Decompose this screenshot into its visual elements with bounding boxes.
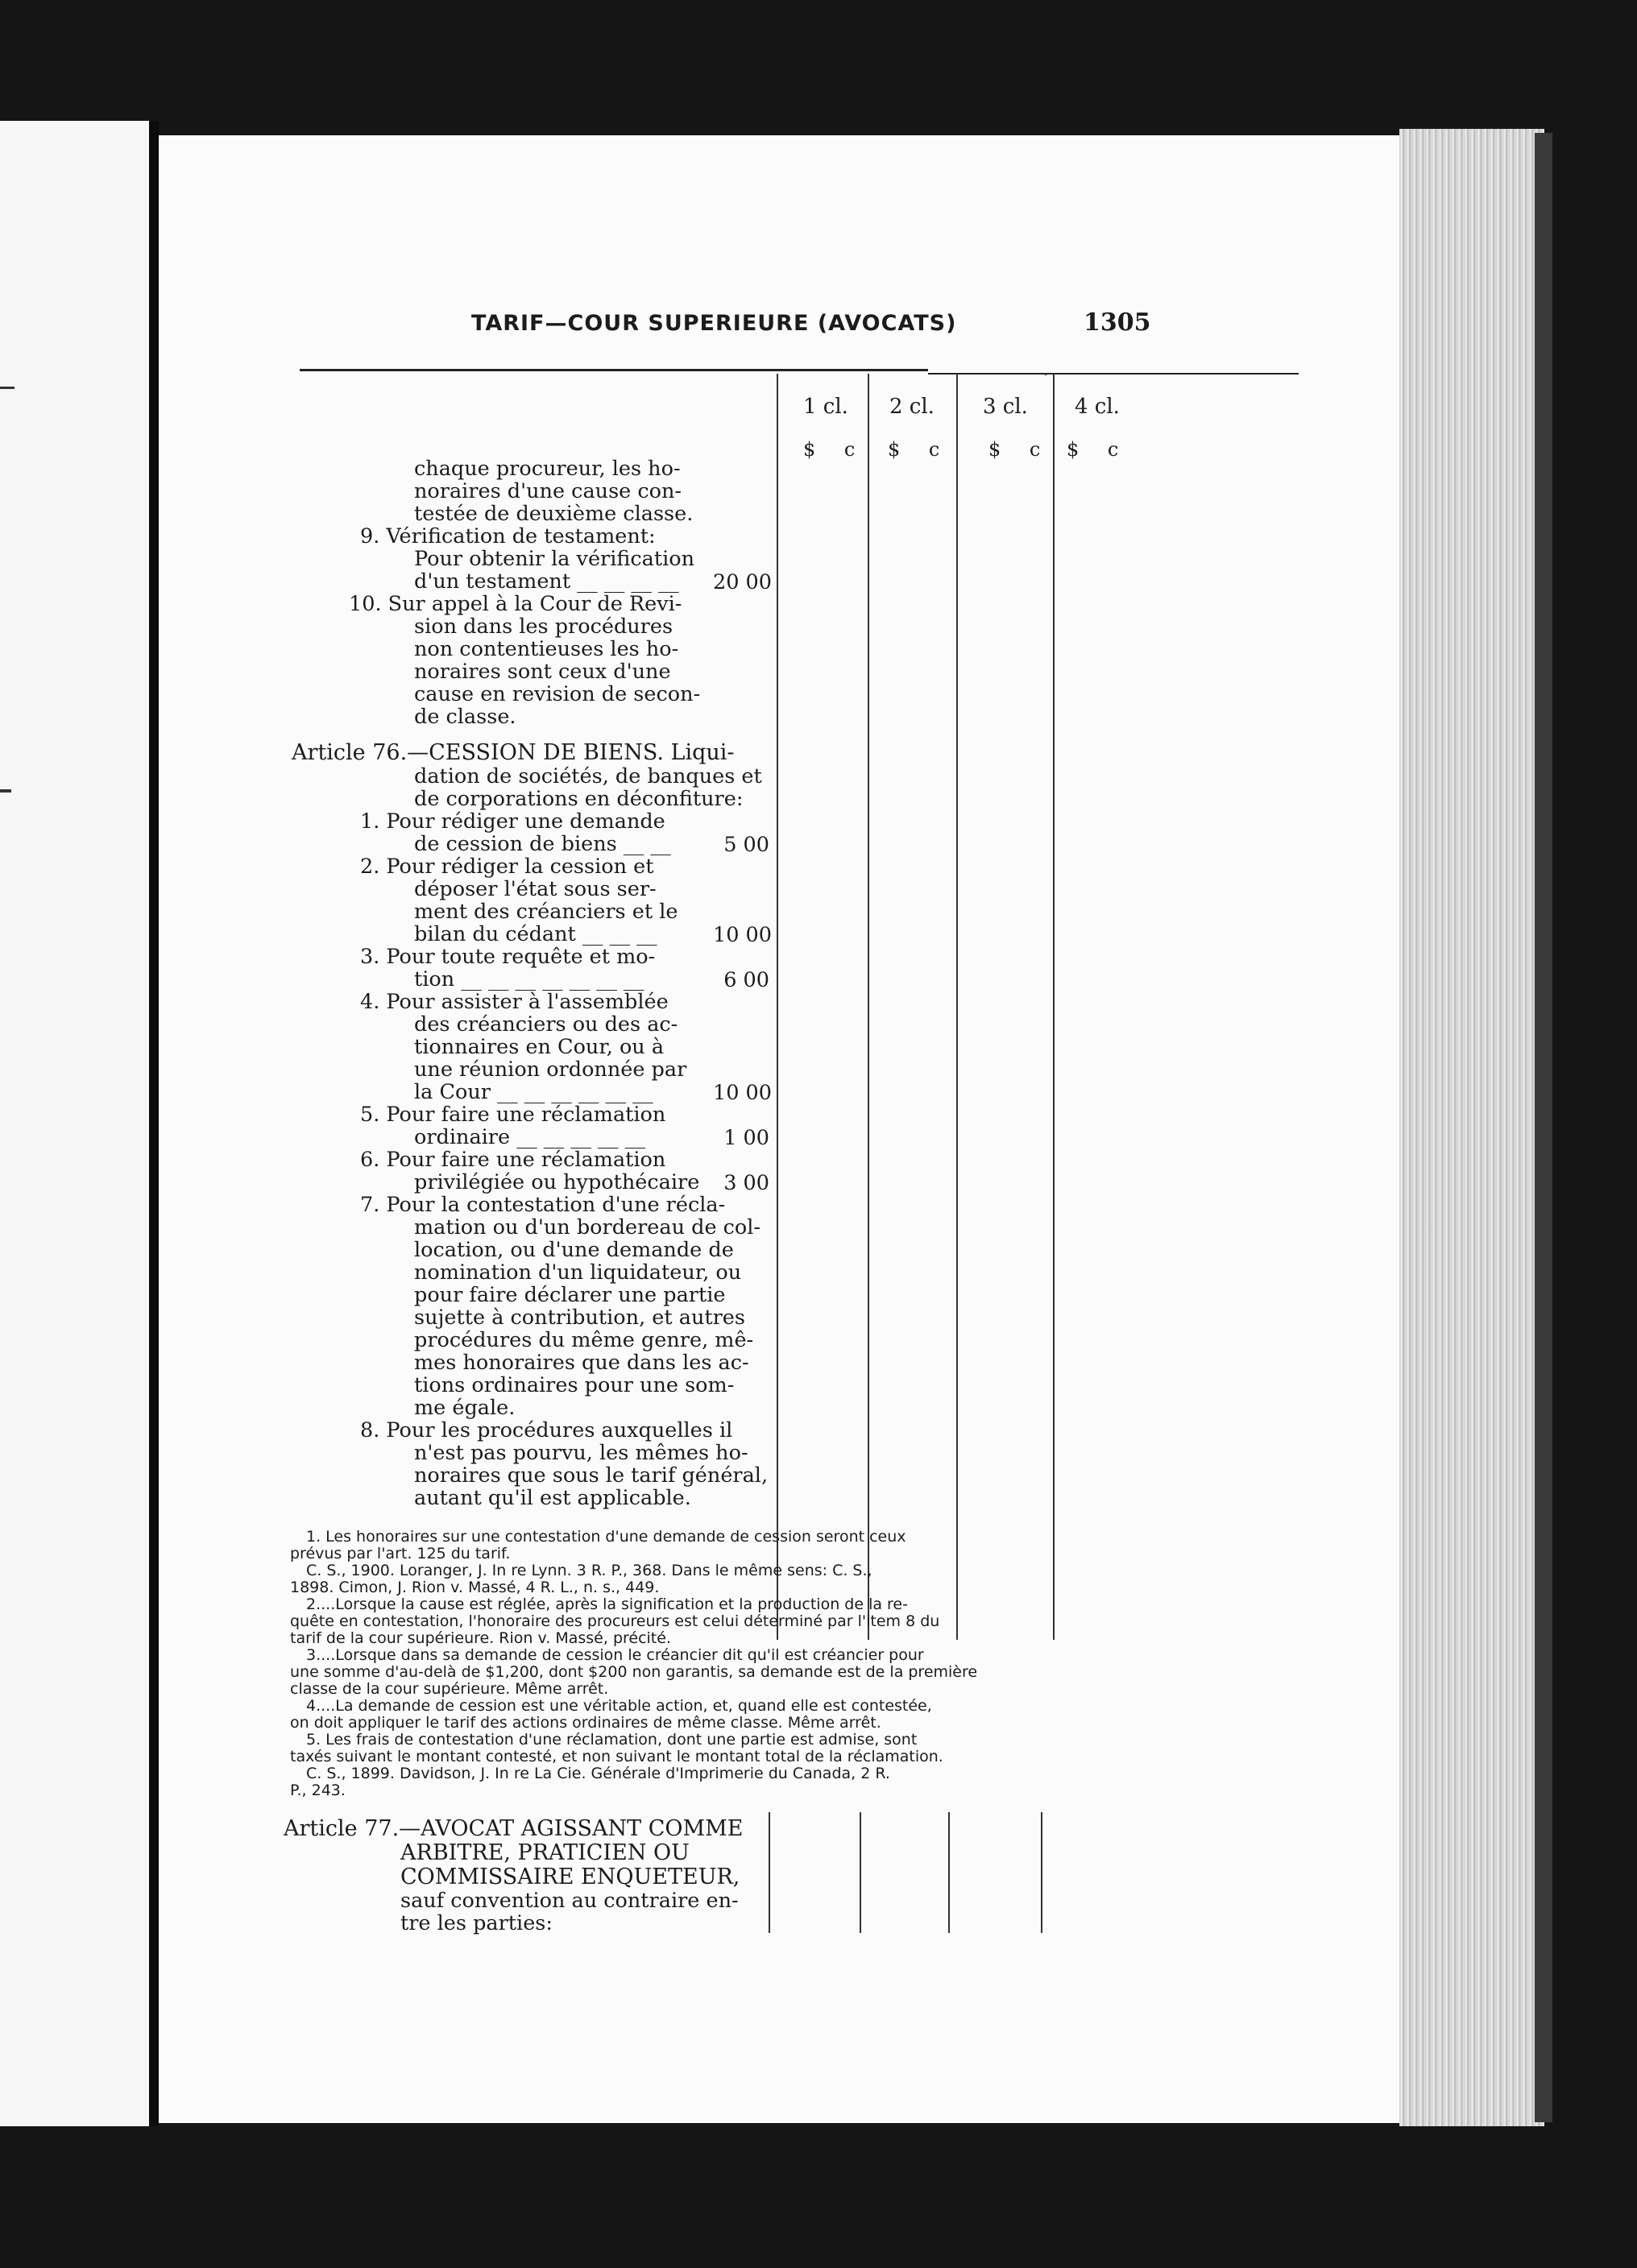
text-line: privilégiée ou hypothécaire <box>414 1170 700 1194</box>
fee-amount: 10 00 <box>713 1081 773 1105</box>
footnote-line: C. S., 1900. Loranger, J. In re Lynn. 3 R. P., 368. Dans le même sens: C. S., <box>306 1562 872 1579</box>
text-line: testée de deuxième classe. <box>414 502 694 526</box>
text-line: tions ordinaires pour une som- <box>414 1373 735 1397</box>
text-line: la Cour __ __ __ __ __ __ <box>414 1080 653 1104</box>
column-rule <box>948 1812 950 1933</box>
column-rule <box>956 374 958 1640</box>
footnote-line: 4....La demande de cession est une véritable action, et, quand elle est contestée, <box>306 1697 932 1715</box>
text-line: non contentieuses les ho- <box>414 637 679 661</box>
article-76-heading: Article 76.—CESSION DE BIENS. Liqui- <box>292 740 735 765</box>
column-units: $ c <box>888 438 951 461</box>
fee-amount: 1 00 <box>723 1126 769 1150</box>
text-line: 6. Pour faire une réclamation <box>360 1148 666 1172</box>
text-line: déposer l'état sous ser- <box>414 877 657 901</box>
footnote-line: 1898. Cimon, J. Rion v. Massé, 4 R. L., n. s., 449. <box>290 1579 660 1596</box>
text-line: 4. Pour assister à l'assemblée <box>360 990 669 1014</box>
footnote-line: 1. Les honoraires sur une contestation d'une demande de cession seront ceux <box>306 1528 906 1546</box>
column-units: $ c <box>803 438 867 461</box>
fee-amount: 5 00 <box>723 833 769 857</box>
article-77-line: ARBITRE, PRATICIEN OU <box>400 1840 690 1865</box>
text-line: noraires sont ceux d'une <box>414 660 671 684</box>
footnote-line: tarif de la cour supérieure. Rion v. Massé, précité. <box>290 1629 671 1647</box>
article-77-heading: Article 77.—AVOCAT AGISSANT COMME <box>284 1816 744 1841</box>
text-line: mes honoraires que dans les ac- <box>414 1351 749 1375</box>
text-line: 9. Vérification de testament: <box>360 524 656 548</box>
text-line: des créanciers ou des ac- <box>414 1012 678 1037</box>
article-77-line: COMMISSAIRE ENQUETEUR, <box>400 1864 740 1889</box>
footnote-line: une somme d'au-delà de $1,200, dont $200 non garantis, sa demande est de la première <box>290 1663 978 1681</box>
fee-amount: 10 00 <box>713 923 773 947</box>
footnote-line: C. S., 1899. Davidson, J. In re La Cie. Générale d'Imprimerie du Canada, 2 R. <box>306 1765 890 1782</box>
footnote-line: 5. Les frais de contestation d'une réclamation, dont une partie est admise, sont <box>306 1731 918 1749</box>
footnote-line: taxés suivant le montant contesté, et non suivant le montant total de la réclamation. <box>290 1748 943 1765</box>
text-line: tionnaires en Cour, ou à <box>414 1035 665 1059</box>
column-heading: 3 cl. <box>983 395 1028 419</box>
book-cover-edge <box>1535 133 1552 2122</box>
column-heading: 1 cl. <box>803 395 848 419</box>
text-line: noraires que sous le tarif général, <box>414 1463 769 1488</box>
text-line: de classe. <box>414 705 516 729</box>
footnote-line: P., 243. <box>290 1782 346 1799</box>
text-line: n'est pas pourvu, les mêmes ho- <box>414 1441 748 1465</box>
page-number: 1305 <box>1084 308 1151 337</box>
column-rule <box>860 1812 861 1933</box>
text-line: sujette à contribution, et autres <box>414 1306 745 1330</box>
footnote-line: quête en contestation, l'honoraire des procureurs est celui déterminé par l'item 8 du <box>290 1612 940 1630</box>
text-line: 2. Pour rédiger la cession et <box>360 855 654 879</box>
text-line: de corporations en déconfiture: <box>414 787 744 811</box>
column-rule <box>1053 374 1055 1640</box>
footnote-line: on doit appliquer le tarif des actions ordinaires de même classe. Même arrêt. <box>290 1714 881 1732</box>
margin-mark <box>0 789 11 793</box>
header-rule-left <box>300 369 928 371</box>
text-line: bilan du cédant __ __ __ <box>414 922 657 946</box>
text-line: procédures du même genre, mê- <box>414 1328 754 1352</box>
text-line: 5. Pour faire une réclamation <box>360 1103 666 1127</box>
fee-amount: 3 00 <box>723 1171 769 1195</box>
book-page <box>159 135 1399 2123</box>
column-units: $ c <box>1067 438 1130 461</box>
text-line: 1. Pour rédiger une demande <box>360 809 665 834</box>
text-line: dation de sociétés, de banques et <box>414 764 762 788</box>
running-title: TARIF—COUR SUPERIEURE (AVOCATS) <box>471 311 957 336</box>
text-line: nomination d'un liquidateur, ou <box>414 1260 742 1285</box>
text-line: 8. Pour les procédures auxquelles il <box>360 1418 733 1442</box>
text-line: 3. Pour toute requête et mo- <box>360 945 656 969</box>
column-heading: 2 cl. <box>889 395 935 419</box>
header-rule-right <box>928 373 1299 375</box>
text-line: pour faire déclarer une partie <box>414 1283 726 1307</box>
text-line: sion dans les procédures <box>414 615 673 639</box>
book-gutter <box>149 121 159 2126</box>
column-units: $ c <box>988 438 1052 461</box>
article-77-line: tre les parties: <box>400 1911 553 1935</box>
facing-page <box>0 121 149 2126</box>
text-line: d'un testament __ __ __ __ <box>414 569 679 594</box>
text-line: me égale. <box>414 1396 516 1420</box>
column-rule <box>769 1812 770 1933</box>
text-line: ment des créanciers et le <box>414 900 678 924</box>
column-rule <box>868 374 869 1640</box>
text-line: cause en revision de secon- <box>414 682 701 706</box>
column-rule <box>1041 1812 1042 1933</box>
text-line: mation ou d'un bordereau de col- <box>414 1215 761 1240</box>
page-edges <box>1399 129 1544 2126</box>
margin-mark <box>0 387 15 389</box>
text-line: tion __ __ __ __ __ __ __ <box>414 967 644 991</box>
footnote-line: classe de la cour supérieure. Même arrêt. <box>290 1680 609 1698</box>
fee-amount: 20 00 <box>713 570 773 594</box>
text-line: de cession de biens __ __ <box>414 832 671 856</box>
text-line: une réunion ordonnée par <box>414 1057 687 1082</box>
footnote-line: 3....Lorsque dans sa demande de cession le créancier dit qu'il est créancier pour <box>306 1646 924 1664</box>
text-line: chaque procureur, les ho- <box>414 457 681 481</box>
column-rule <box>1045 374 1046 375</box>
fee-amount: 6 00 <box>723 968 769 992</box>
footnote-line: prévus par l'art. 125 du tarif. <box>290 1545 511 1562</box>
text-line: ordinaire __ __ __ __ __ <box>414 1125 646 1149</box>
column-heading: 4 cl. <box>1075 395 1120 419</box>
text-line: Pour obtenir la vérification <box>414 547 695 571</box>
article-77-line: sauf convention au contraire en- <box>400 1889 739 1913</box>
footnote-line: 2....Lorsque la cause est réglée, après la signification et la production de la re- <box>306 1595 908 1613</box>
column-rule <box>777 374 778 1640</box>
text-line: autant qu'il est applicable. <box>414 1486 691 1510</box>
text-line: 7. Pour la contestation d'une récla- <box>360 1193 726 1217</box>
text-line: 10. Sur appel à la Cour de Revi- <box>349 592 682 616</box>
text-line: location, ou d'une demande de <box>414 1238 734 1262</box>
text-line: noraires d'une cause con- <box>414 479 682 503</box>
